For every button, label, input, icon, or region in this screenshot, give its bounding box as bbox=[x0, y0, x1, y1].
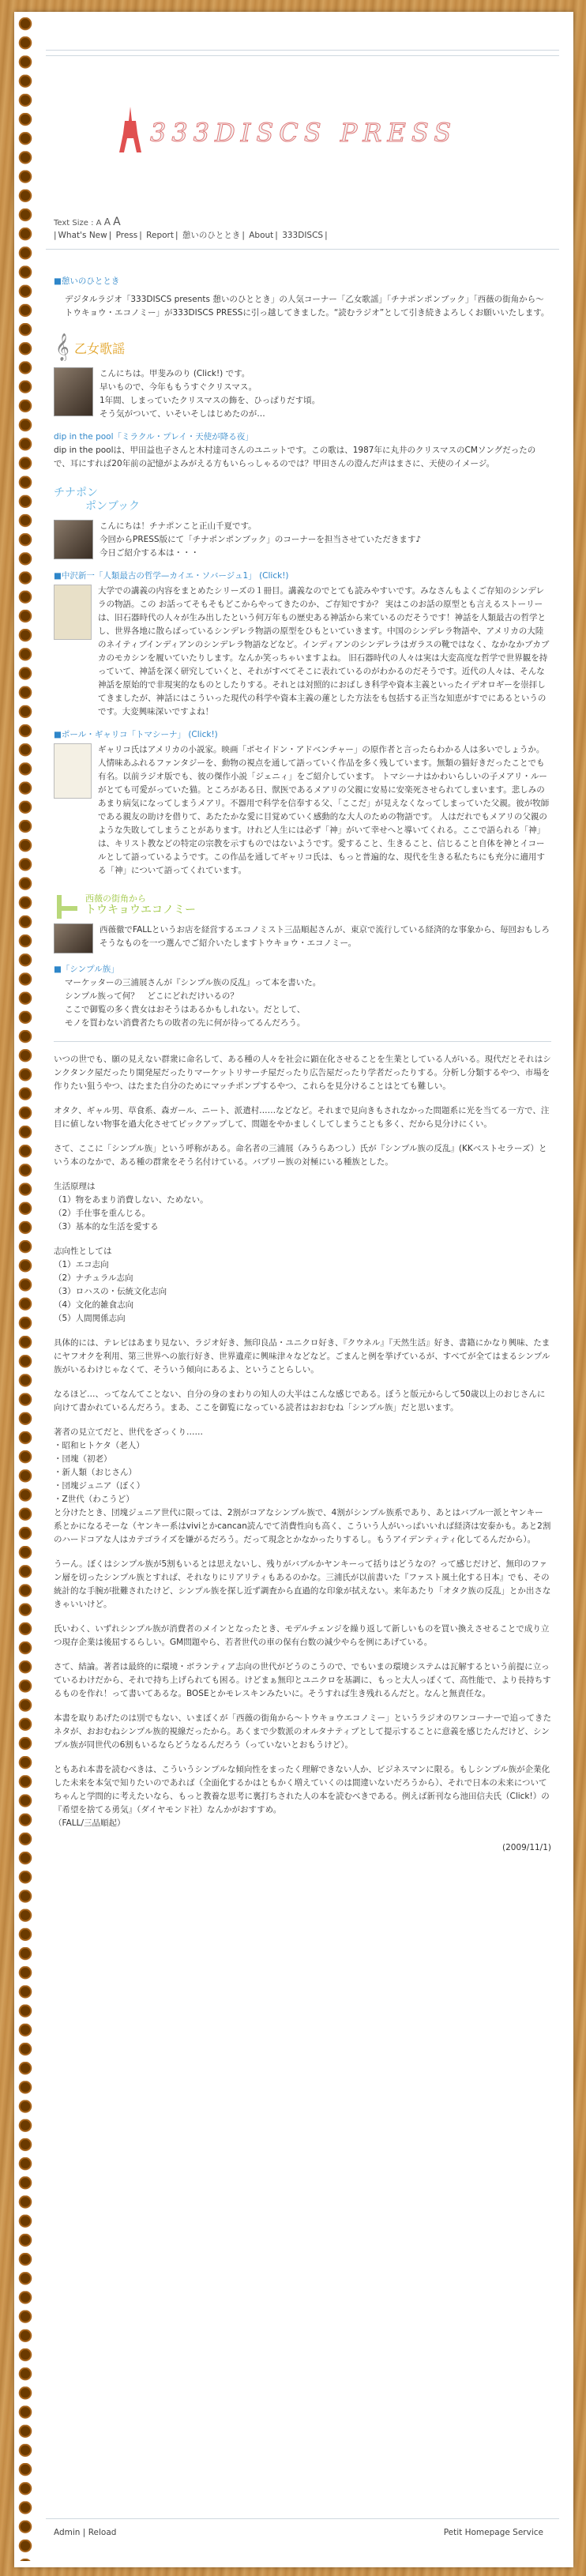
otome-lines bbox=[100, 367, 320, 421]
book2-title[interactable]: ■ポール・ギャリコ「トマシーナ」 (Click!) bbox=[54, 729, 218, 739]
rule-line bbox=[46, 50, 559, 51]
chinapon-title-1: チナポン bbox=[54, 487, 98, 499]
text-size-medium[interactable]: A bbox=[103, 216, 111, 228]
page-heading: ■憩いのひととき bbox=[54, 276, 120, 286]
chinapon-title-2: ポンブック bbox=[85, 499, 141, 513]
tokyo-tower-icon bbox=[117, 107, 144, 154]
footer-links: Admin | Reload bbox=[54, 2528, 117, 2537]
author-photo bbox=[54, 520, 93, 559]
book-cover-image bbox=[54, 585, 92, 640]
brand-link[interactable]: Petit Homepage Service bbox=[443, 2528, 543, 2537]
footer bbox=[38, 2518, 567, 2537]
text-size-label: Text Size : bbox=[54, 219, 94, 228]
econ-sub-lines bbox=[54, 976, 551, 1030]
econ-sub-line: シンプル族って何？ どこにどれだけいるの？ bbox=[65, 991, 239, 1001]
main-content bbox=[54, 267, 551, 1855]
econ-intro bbox=[54, 923, 551, 953]
econ-article bbox=[54, 1053, 551, 1830]
book1-row bbox=[54, 585, 551, 719]
svg-text:𝄞: 𝄞 bbox=[55, 333, 69, 361]
econ-title-1: 西薇の街角から bbox=[85, 893, 146, 904]
econ-sub-line: モノを買わない消費者たちの敗者の先に何が待ってるんだろう。 bbox=[65, 1017, 306, 1028]
page-inner bbox=[38, 12, 567, 2567]
article-paragraph: 志向性としては （1）エコ志向 （2）ナチュラル志向 （3）ロハスの・伝統文化志向 （4）文化的雑食志向 （5）人間関係志向 bbox=[54, 1246, 167, 1323]
otome-line: こんにちは。甲斐みのり (Click!) です。 bbox=[100, 369, 250, 378]
article-paragraph: うーん。ぼくはシンプル族が5割もいるとは思えないし、残りがバブルかヤンキーって括りはどうなの？って感じだけど、無印のファン層を切ったシンプル族とすれば、それなりにリアリティもあるのかな。三浦氏が以前書いた『ファスト風土化する日本』でも、その統計的な手腕が批難されたけど、シンプル族を探し近ず調査から直過的な印象が拭えない。来年あたり「オタク族の反乱」とか出さなきゃいいけど。 bbox=[54, 1559, 551, 1609]
rule-line bbox=[46, 249, 559, 250]
book1-text: 大学での講義の内容をまとめたシリーズの１冊目。講義なのでとても読みやすいです。みなさんもよくご存知のシンデレラの物語。この お話ってそもそもどこからやってきたのか、ご存知ですか？ 実はこのお話の原型とも言えるストーリーは、旧石器時代の人々が生み出したという何万年もの歴史ある神話から来ているのだそうです！神話を人類最古の哲学とし、世界各地に散らばっているシンデレラ物語の原型をひもといていきます。中国のシンデレラ物語や、アメリカの大陸のネイティブインディアンのシンデレラ物語などなど。インディアンのシンデレラはガラスの靴ではなく、なかなかブカブカのモカシンを履いていたりします。なんか笑っちゃいますよね。 旧石器時代の人々は実は大変高度な哲学で世界観を持っていて、神話を深く研究していくと、それがすべてそこに表れているのがわかるのだそうです。近代の人々は、そんな神話を原始的で非現実的なものとしたりする。それとは対照的におばしき科学や資本主義といったイデオロギーを崇拝してきましたが、神話にはこういった現代の科学や資本主義の蓮とした方法をも包括する正当な知恵がすでにあるというのです。大変興味深いですよね！ bbox=[98, 585, 550, 716]
book2-row bbox=[54, 743, 551, 878]
econ-title-2: トウキョウエコノミー bbox=[85, 903, 196, 916]
chinapon-intro bbox=[54, 520, 551, 560]
text-size-large[interactable]: A bbox=[113, 216, 121, 228]
nav-whats-new[interactable]: What's New bbox=[58, 231, 107, 240]
article-paragraph: 具体的には、テレビはあまり見ない、ラジオ好き、無印良品・ユニクロ好き、『クウネル』『天然生活』好き、書籍にかなり興味、たまにヤフオクを利用、第三世界への旅行好き、世界遺産に興味津々などなど。ごまんと例を挙げているが、すべてが全てはまるシンプル族がいるわけじゃなくて、そういう傾向にあるよ、ということらしい。 bbox=[54, 1337, 550, 1374]
article-paragraph: ともあれ本書を読むべきは、こういうシンプルな傾向性をまったく理解できない人か、ビジネスマンに限る。もしシンプル族が企業化した未来を本気で知りたいのであれば（全面化するかはともかく増えていくのは間違いないだろうから）、それで日本の未来についてちゃんと学問的に考えたいなら、もっと教養な思考に裏打ちされた人の本を読むべきである。例えば新刊なら池田信夫氏（Click!）の『希望を捨てる勇気』（ダイヤモンド社）なんかがおすすめ。 （FALL/三品順起） bbox=[54, 1764, 550, 1828]
article-paragraph: オタク、ギャル男、草食系、森ガール、ニート、派遣村……などなど。それまで見向きもされなかった問題系に光を当てる一方で、注目に値しない物事を過大化させてピックアップして、問題をやかましくしてしまうことも多く、だから見分けにくい。 bbox=[54, 1105, 550, 1129]
article-paragraph: さて、結論。著者は最終的に環境・ボランティア志向の世代がどうのこうので、でもいまの環境システムは瓦解するという前提に立っているわけだから、それで持ち上げられても困る。けどまぁ無印とユニクロを基調に、もっと大人っぽくて、高性能で、より長持ちするものを作れ！って書いてあるな。BOSEとかモレスキンみたいに。そうすれば生き残れるんだと。なんと無責任な。 bbox=[54, 1661, 551, 1698]
otome-banner bbox=[54, 329, 551, 361]
otome-title: 乙女歌謡 bbox=[74, 341, 126, 356]
otome-intro bbox=[54, 367, 551, 421]
shop-photo bbox=[54, 923, 93, 953]
admin-link[interactable]: Admin bbox=[54, 2528, 81, 2537]
nav-about[interactable]: About bbox=[249, 231, 274, 240]
chinapon-line: 今回からPRESS版にて「チナポンポンブック」のコーナーを担当させていただきます♪ bbox=[100, 534, 422, 544]
econ-banner bbox=[54, 893, 551, 917]
book2-text: ギャリコ氏はアメリカの小説家。映画「ポセイドン・アドベンチャー」の原作者と言ったらわかる人は多いでしょうか。人情味あふれるファンタジーを、動物の視点を通して語っていく作品を多く残しています。無類の猫好きだったことでも有名。以前ラジオ版でも、彼の傑作小説「ジェニィ」をご紹介しています。 トマシーナはかわいらしいの子メアリ・ルーがとても可愛がっていた猫。ところがある日、獣医であるメアリの父親に安易に安楽死させられてしまいます。悲しみのあまり病気になってしまうメアリ。不器用で科学を信奉する父、「ここだ」が見えなくなってしまっていた父親。彼が牧師である親友の助けを借りて、あたたかな愛に目覚めていく感動的な大人のための物語です。 人はだれでもメアリの父親のような失敗してしまうことがあります。けれど人生には必ず「神」がいて幸せへと導いてくれる。ここで語られる「神」は、キリスト教などの特定の宗教を示すものではないようです。愛すること、生きること、信じること自体を神とイコールとして語っているようです。この作品を通してギャリコ氏は、もっと普遍的な、現代を生きる私たちにも充分に適用する「神」について語ってくれています。 bbox=[98, 744, 550, 875]
song-title[interactable]: dip in the pool「ミラクル・プレイ・天使が降る夜」 bbox=[54, 432, 254, 442]
top-decoration bbox=[38, 12, 567, 43]
econ-sub-line: マーケッターの三浦展さんが『シンプル族の反乱』って本を書いた。 bbox=[65, 977, 321, 987]
site-title: 333DISCS PRESS bbox=[150, 118, 457, 148]
nav-press[interactable]: Press bbox=[115, 231, 138, 240]
econ-line: 西薇徹でFALLというお店を経営するエコノミスト三品順起さんが、東京で流行している経済的な事象から、毎回おもしろそうなものを一つ選んでご紹介いたしますトウキョウ・エコノミー。 bbox=[100, 924, 550, 948]
main-nav: | What's New | Press | Report | 憩いのひととき | About | 333DISCS | bbox=[54, 231, 328, 240]
site-logo[interactable] bbox=[117, 107, 528, 154]
chinapon-banner bbox=[54, 487, 551, 513]
post-date: (2009/11/1) bbox=[501, 1842, 551, 1852]
rule-line bbox=[54, 1041, 551, 1042]
chinapon-line: こんにちは！チナポンこと正山千夏です。 bbox=[100, 521, 257, 531]
intro-text: デジタルラジオ「333DISCS presents 憩いのひととき」の人気コーナー「乙女歌謡」「チナポンポンブック」「西薇の街角から〜トウキョウ・エコノミー」が333DISCS PRESSに引っ越してきました。“読むラジオ”として引き続きよろしくお願いいたします。 bbox=[65, 295, 550, 318]
article-paragraph: 著者の見立てだと、世代をざっくり…… ・昭和ヒトケタ（老人） ・団塊（初老） ・新人類（おじさん） ・団塊ジュニア（ぼく） ・Z世代（わこうど） と分けたとき、団塊ジュニア世代に限っては、2割がコアなシンプル族で、4割がシンプル族系であり、あとはバブル一派とヤンキー系とかになるそーな（ヤンキー系はviviとかcancan読んでて消費性向も高く、こういう人がいっぱいいれば経済は安泰かも。あと2割のハードコアな人はカテゴライズを嫌がるだろう。だって現念とかなかったりするし。もうアイデンティティ化してるんだから）。 bbox=[54, 1427, 551, 1544]
signpost-icon bbox=[54, 893, 81, 920]
book1-title[interactable]: ■中沢新一「人類最古の哲学—カイエ・ソバージュ1」 (Click!) bbox=[54, 570, 289, 581]
reload-link[interactable]: Reload bbox=[88, 2528, 117, 2537]
nav-report[interactable]: Report bbox=[146, 231, 174, 240]
article-paragraph: さて、ここに「シンプル族」という呼称がある。命名者の三浦展（みうらあつし）氏が『シンプル族の反乱』(KKベストセラーズ）という本のなかで、ある種の群衆をそう名付けている。バブリー族の対極にいる種族とした。 bbox=[54, 1143, 547, 1167]
treble-clef-icon bbox=[54, 329, 74, 361]
article-paragraph: 氏いわく、いずれシンプル族が消費者のメインとなったとき、モデルチェンジを繰り返して新しいものを買い換えさせることで成り立つ現存企業は後屈するらしい。GM問題やら、若者世代の車の保有台数の減少やらを例にあげている。 bbox=[54, 1623, 550, 1647]
econ-sub-line: ここで御覧の多く貴女はおそうはあるかもしれない。だとして、 bbox=[65, 1004, 306, 1014]
chinapon-line: 今日ご紹介する本は・・・ bbox=[100, 547, 199, 558]
text-size-small[interactable]: A bbox=[96, 219, 102, 228]
rule-line bbox=[46, 55, 559, 56]
article-paragraph: なるほど…、ってなんてことない、自分の身のまわりの知人の大半はこんな感じである。ぼうと版元からして50歳以上のおじさんに向けて書かれているんだろう。まあ、ここを御覧になっている読者はおおむね「シンプル族」だと思います。 bbox=[54, 1389, 546, 1412]
article-paragraph: いつの世でも、願の見えない群衆に命名して、ある種の人々を社会に顕在化させることを生業としている人がいる。現代だとそれはシンクタンク屋だったり開発屋だったりマーケットリサーチ屋だったり広告屋だったり学者だったりする。分析し分類するやつ、市場を作りたい狙うやつ、はたまた自分のためにマッチポンプするやつ、これらを見分けることはとても難しい。 bbox=[54, 1054, 551, 1091]
author-photo bbox=[54, 367, 93, 416]
article-paragraph: 生活原理は （1）物をあまり消費しない、ためない。 （2）手仕事を重んじる。 （3）基本的な生活を愛する bbox=[54, 1181, 208, 1232]
rule-line bbox=[46, 2518, 559, 2519]
otome-line: 1年間、しまっていたクリスマスの飾を、ひっぱりだす頃。 bbox=[100, 396, 321, 405]
econ-sub-title: ■「シンプル族」 bbox=[54, 964, 119, 974]
binder-rings bbox=[17, 17, 36, 2561]
otome-line: そう気がついて、いそいそしはじめたのが… bbox=[100, 409, 265, 419]
nav-333discs[interactable]: 333DISCS bbox=[282, 231, 324, 240]
article-paragraph: 本書を取りあげたのは別でもない、いまぼくが「西薇の街角から〜トウキョウエコノミー」というラジオのワンコーナーで追ってきたネタが、おおむねシンプル族的視線だったから。あくまで少数派のオルタナティブとして提示することに意義を感じたんだけど、シンプル族が同世代の6割もいるならどうなるんだろう（っていないとおもうけど）。 bbox=[54, 1713, 551, 1750]
nav-ikoi[interactable]: 憩いのひととき bbox=[182, 231, 241, 240]
book-cover-image bbox=[54, 743, 92, 799]
otome-line: 早いもので、今年ももうすぐクリスマス。 bbox=[100, 382, 257, 392]
song-text: dip in the poolは、甲田益也子さんと木村達司さんのユニットです。この歌は、1987年に丸井のクリスマスのCMソングだったので、耳にすれば20年前の記憶がよみがえる方もいらっしゃるのでは？甲田さんの澄んだ声はまさに、天使のイメージ。 bbox=[54, 446, 536, 468]
